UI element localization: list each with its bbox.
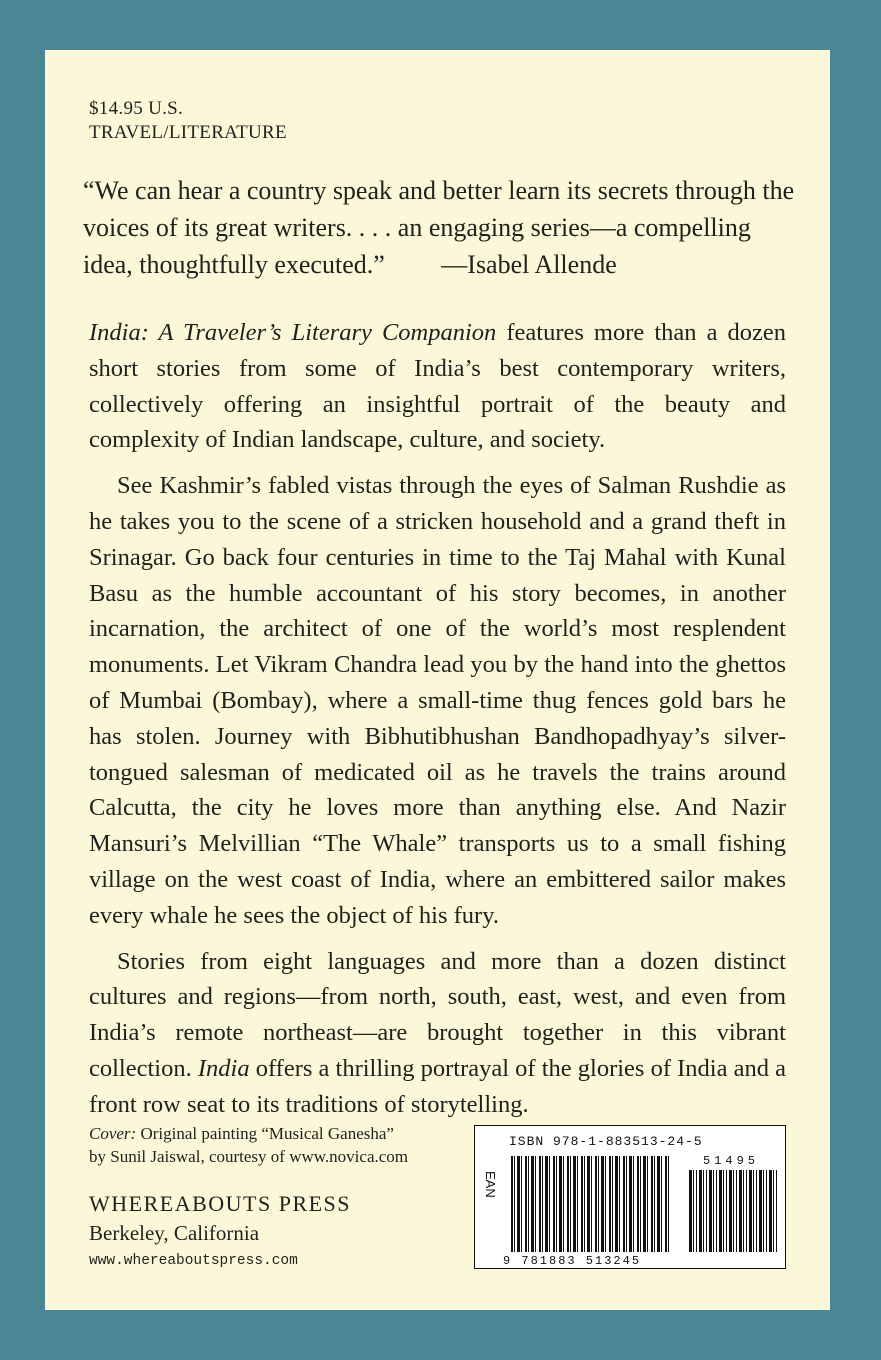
endorsement-quote [83,172,803,283]
credit-line-1 [89,1122,408,1145]
publisher-name: WHEREABOUTS PRESS [89,1191,352,1216]
quote-attribution: —Isabel Allende [441,250,617,279]
paragraph-3-title: India [197,1054,250,1082]
credit-label: Cover: [89,1124,137,1143]
paragraph-3-end: offers a thrilling portrayal of the glories of India and a front row seat to its traditions of storytelling. [89,1054,786,1118]
paragraph-1-text: features more than a dozen short stories from some of India’s best contemporary writers, collectively offering an insightful portrait of the beauty and complexity of Indian landscape, culture, and society. [89,319,786,454]
category-line: TRAVEL/LITERATURE [89,122,287,143]
publisher-city: Berkeley, California [89,1221,260,1245]
addon-digits: 51495 [703,1154,760,1168]
description-body [89,315,786,1133]
isbn-number: ISBN 978-1-883513-24-5 [509,1134,703,1149]
main-barcode-bars [511,1156,671,1252]
cover-credit [89,1122,408,1168]
credit-line-2: by Sunil Jaiswal, courtesy of www.novica.com [89,1147,409,1166]
barcode-digits: 9 781883 513245 [503,1254,642,1268]
quote-text: “We can hear a country speak and better learn its secrets through the voices of its great writers. . . . an engaging series—a compelling idea, thoughtfully executed.” [83,176,795,279]
credit-text-1: Original painting “Musical Ganesha” [136,1124,394,1143]
publisher-url: www.whereaboutspress.com [89,1253,298,1269]
price-block [89,97,287,145]
addon-barcode-bars [689,1170,779,1252]
isbn-barcode [474,1125,786,1269]
description-paragraph-3 [89,944,786,1123]
paragraph-3-start: Stories from eight languages and more than a dozen distinct cultures and regions—from north, south, east, west, and even from India’s remote northeast—are brought together in this vibrant collection. [89,947,786,1082]
description-paragraph-1 [89,315,786,458]
price-line: $14.95 U.S. [89,98,184,119]
description-paragraph-2: See Kashmir’s fabled vistas through the eyes of Salman Rushdie as he takes you to the scene of a stricken household and a grand theft in Srinagar. Go back four centuries in time to the Taj Mahal with Kunal Basu as the humble accountant of his story becomes, in another incarnation, the architect of one of the world’s most resplendent monuments. Let Vikram Chandra lead you by the hand into the ghettos of Mumbai (Bombay), where a small-time thug fences gold bars he has stolen. Journey with Bibhutibhushan Bandhopadhyay’s silver-tongued salesman of medicated oil as he travels the trains around Calcutta, the city he loves more than anything else. And Nazir Mansuri’s Melvillian “The Whale” transports us to a small fishing village on the west coast of India, where an embittered sailor makes every whale he sees the object of his fury. [89,472,786,929]
book-back-cover [45,50,830,1310]
book-title: India: A Traveler’s Literary Companion [89,319,497,346]
ean-text: EAN [483,1171,498,1198]
